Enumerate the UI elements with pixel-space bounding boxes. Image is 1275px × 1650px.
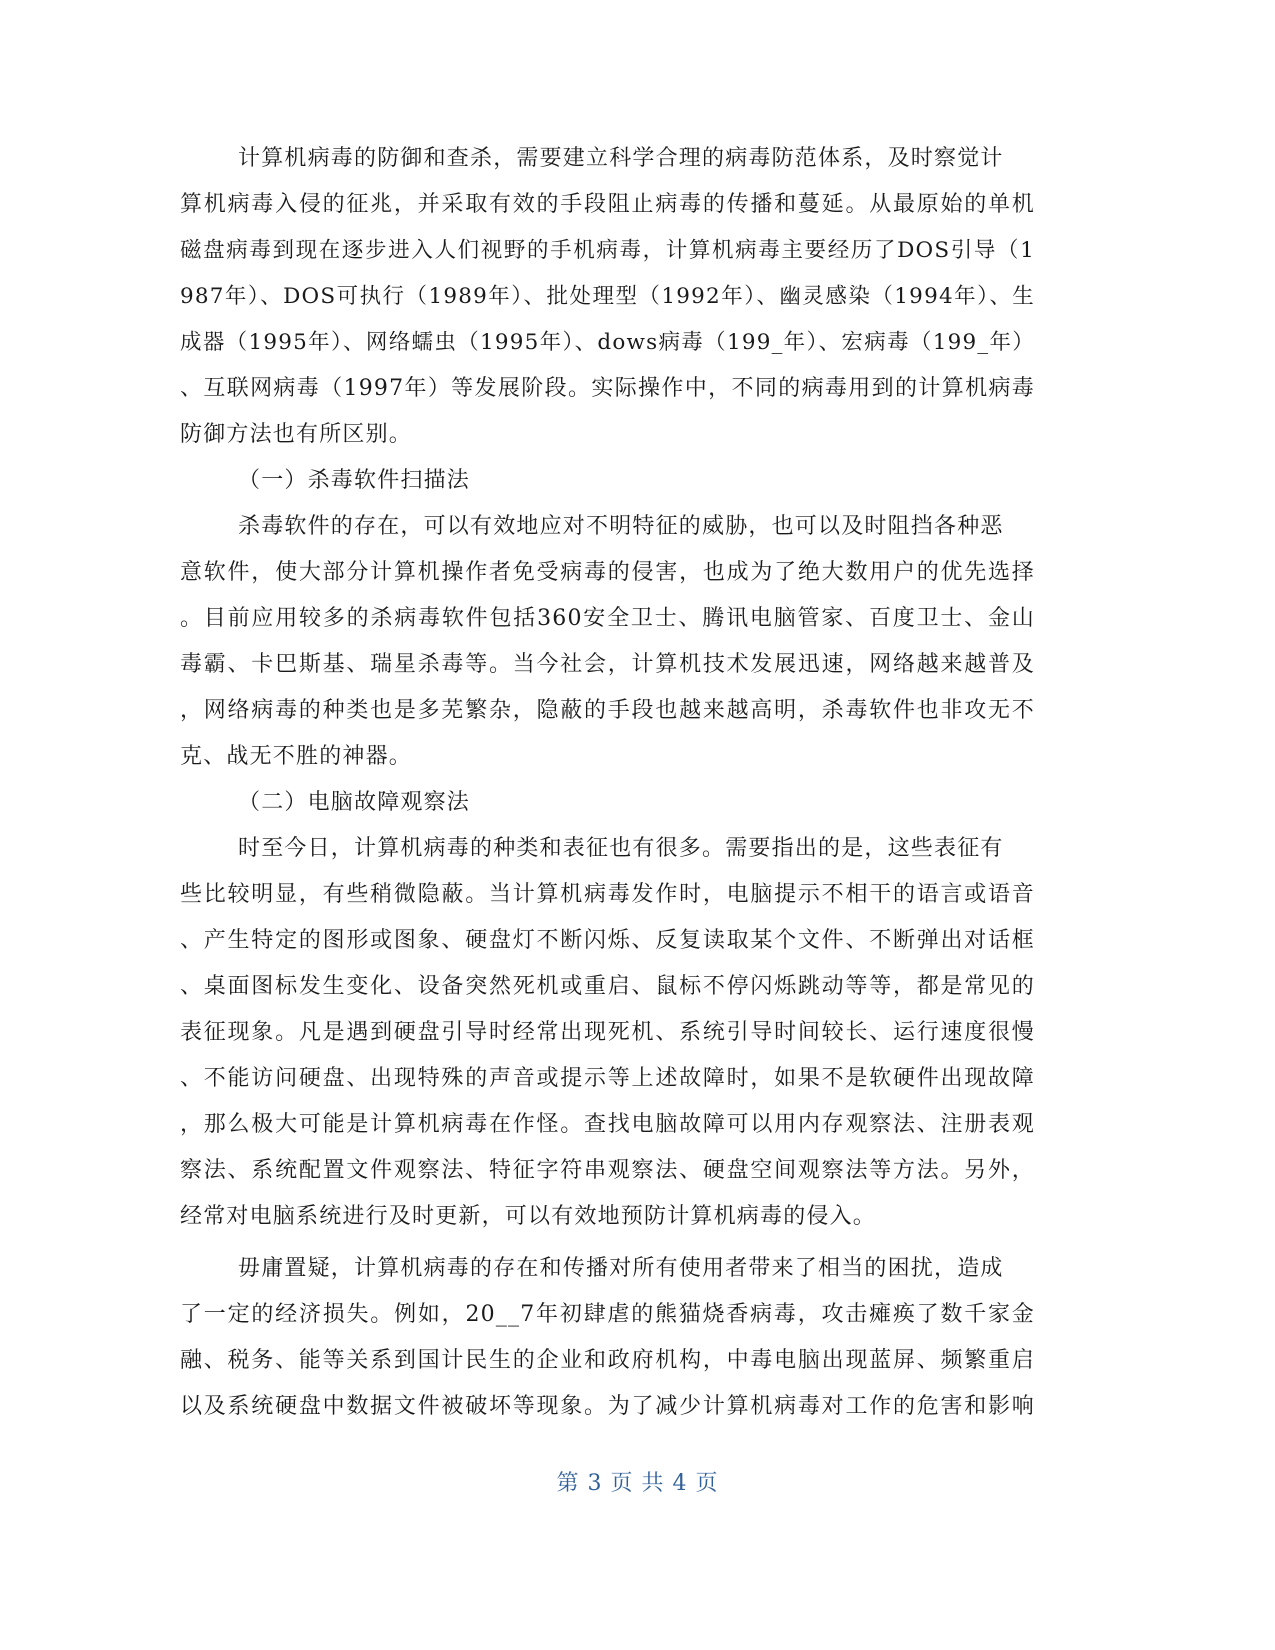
text-line: 毒霸、卡巴斯基、瑞星杀毒等。当今社会，计算机技术发展迅速，网络越来越普及	[180, 652, 1035, 677]
text-line: 杀毒软件的存在，可以有效地应对不明特征的威胁，也可以及时阻挡各种恶	[238, 514, 1004, 539]
text-line: 时至今日，计算机病毒的种类和表征也有很多。需要指出的是，这些表征有	[238, 836, 1004, 861]
text-line: 防御方法也有所区别。	[180, 422, 413, 447]
page-number-footer: 第 3 页 共 4 页	[556, 1471, 719, 1496]
text-line: 表征现象。凡是遇到硬盘引导时经常出现死机、系统引导时间较长、运行速度很慢	[180, 1020, 1035, 1045]
section-heading: （二）电脑故障观察法	[238, 790, 471, 815]
text-line: 了一定的经济损失。例如，20__7年初肆虐的熊猫烧香病毒，攻击瘫痪了数千家金	[180, 1302, 1035, 1327]
text-line: 察法、系统配置文件观察法、特征字符串观察法、硬盘空间观察法等方法。另外，	[180, 1158, 1035, 1183]
text-line: ，网络病毒的种类也是多芜繁杂，隐蔽的手段也越来越高明，杀毒软件也非攻无不	[180, 698, 1035, 723]
text-line: 意软件，使大部分计算机操作者免受病毒的侵害，也成为了绝大数用户的优先选择	[180, 560, 1035, 585]
text-line: 毋庸置疑，计算机病毒的存在和传播对所有使用者带来了相当的困扰，造成	[238, 1256, 1004, 1281]
text-line: 、产生特定的图形或图象、硬盘灯不断闪烁、反复读取某个文件、不断弹出对话框	[180, 928, 1035, 953]
text-line: 计算机病毒的防御和查杀，需要建立科学合理的病毒防范体系，及时察觉计	[238, 146, 1004, 171]
text-line: 、桌面图标发生变化、设备突然死机或重启、鼠标不停闪烁跳动等等，都是常见的	[180, 974, 1035, 999]
text-line: ，那么极大可能是计算机病毒在作怪。查找电脑故障可以用内存观察法、注册表观	[180, 1112, 1035, 1137]
text-line: 987年）、DOS可执行（1989年）、批处理型（1992年）、幽灵感染（1994年）、生	[180, 284, 1035, 309]
text-line: 磁盘病毒到现在逐步进入人们视野的手机病毒，计算机病毒主要经历了DOS引导（1	[180, 238, 1035, 263]
text-line: 成器（1995年）、网络蠕虫（1995年）、dows病毒（199_年）、宏病毒（199_年）	[180, 330, 1035, 355]
text-line: 、互联网病毒（1997年）等发展阶段。实际操作中，不同的病毒用到的计算机病毒	[180, 376, 1035, 401]
text-line: 以及系统硬盘中数据文件被破坏等现象。为了减少计算机病毒对工作的危害和影响	[180, 1394, 1035, 1419]
text-line: 些比较明显，有些稍微隐蔽。当计算机病毒发作时，电脑提示不相干的语言或语音	[180, 882, 1035, 907]
section-heading: （一）杀毒软件扫描法	[238, 468, 471, 493]
text-line: 经常对电脑系统进行及时更新，可以有效地预防计算机病毒的侵入。	[180, 1204, 877, 1229]
text-line: 算机病毒入侵的征兆，并采取有效的手段阻止病毒的传播和蔓延。从最原始的单机	[180, 192, 1035, 217]
text-line: 克、战无不胜的神器。	[180, 744, 413, 769]
text-line: 融、税务、能等关系到国计民生的企业和政府机构，中毒电脑出现蓝屏、频繁重启	[180, 1348, 1035, 1373]
text-line: 、不能访问硬盘、出现特殊的声音或提示等上述故障时，如果不是软硬件出现故障	[180, 1066, 1035, 1091]
text-line: 。目前应用较多的杀病毒软件包括360安全卫士、腾讯电脑管家、百度卫士、金山	[180, 606, 1035, 631]
